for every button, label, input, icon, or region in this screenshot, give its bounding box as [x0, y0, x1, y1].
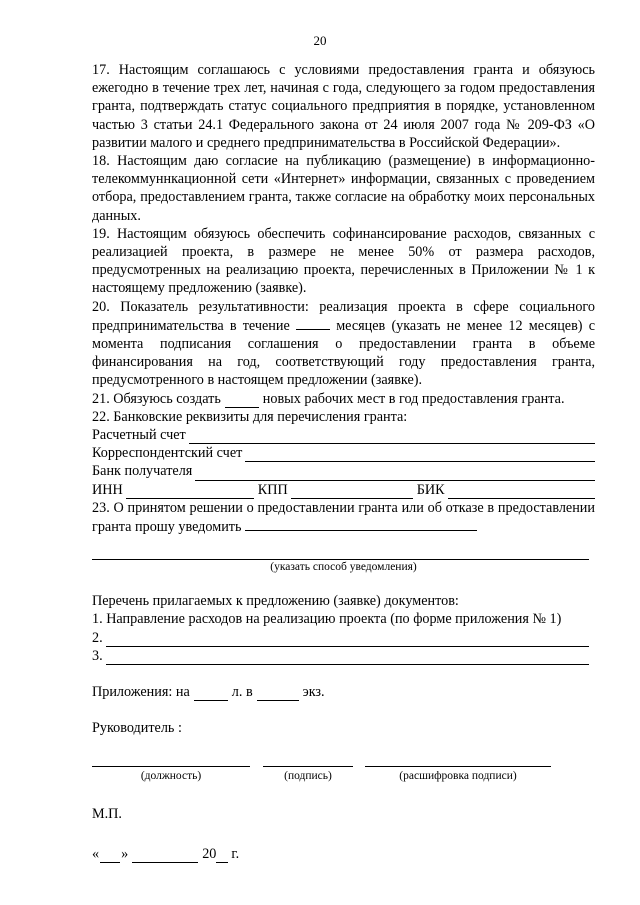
- notification-method-line[interactable]: [92, 546, 589, 560]
- kpp-label: КПП: [257, 481, 288, 498]
- appendix-prefix: Приложения: на: [92, 684, 190, 701]
- attachment-item-2-label: 2.: [92, 629, 103, 646]
- head-label: Руководитель :: [92, 720, 182, 737]
- paragraph-19: 19. Настоящим обязуюсь обеспечить софинансирование расходов, связанных с реализацией проекта, в размере не менее 50% от размера расходов, предусмотренных на реализацию проекта, перечисленных в Приложении № 1 к настоящему предложению (заявке).: [92, 225, 595, 297]
- jobs-blank[interactable]: [225, 394, 259, 408]
- decoding-caption: (расшифровка подписи): [399, 769, 517, 782]
- correspondent-account-row: [92, 444, 595, 462]
- paragraph-20-part2: месяцев (указать не менее 12 месяцев) с момента подписания соглашения о предоставлении гранта в объеме финансирования на год, соответствующий году предоставления гранта, предусмотренного в настоящем предложении (заявке).: [92, 317, 596, 389]
- paragraph-23: [92, 499, 595, 536]
- attachment-item-1-text: 1. Направление расходов на реализацию проекта (по форме приложения № 1): [92, 611, 562, 628]
- date-open-quote: «: [92, 845, 100, 862]
- appendix-row: [92, 683, 595, 701]
- position-caption: (должность): [140, 769, 202, 782]
- appendix-middle: л. в: [231, 684, 253, 701]
- settlement-account-field[interactable]: [189, 430, 595, 444]
- signature-row: [92, 754, 595, 783]
- date-year-suffix: г.: [231, 845, 240, 862]
- stamp-label: М.П.: [92, 805, 122, 822]
- stamp-row: [92, 805, 595, 823]
- attachment-item-2-field[interactable]: [106, 633, 589, 647]
- attachment-item-2: [92, 629, 595, 647]
- paragraph-20-part1: 20. Показатель результативности: реализация проекта в сфере социального предпринимательства в течение: [92, 298, 595, 334]
- correspondent-account-field[interactable]: [245, 448, 595, 462]
- position-field[interactable]: [92, 754, 250, 767]
- decoding-field[interactable]: [365, 754, 551, 767]
- paragraph-21-after: новых рабочих мест в год предоставления гранта.: [262, 390, 565, 407]
- notification-method-caption: (указать способ уведомления): [270, 561, 417, 574]
- beneficiary-bank-row: [92, 462, 595, 480]
- appendix-copies-field[interactable]: [257, 687, 299, 701]
- date-year-field[interactable]: [216, 849, 228, 863]
- bik-field[interactable]: [448, 485, 595, 499]
- settlement-account-row: [92, 426, 595, 444]
- date-month-field[interactable]: [132, 849, 198, 863]
- bik-label: БИК: [416, 481, 445, 498]
- months-blank[interactable]: [296, 316, 330, 330]
- inn-label: ИНН: [92, 481, 123, 498]
- date-year-prefix: 20: [202, 845, 217, 862]
- settlement-account-label: Расчетный счет: [92, 427, 186, 444]
- date-row: [92, 845, 595, 863]
- paragraph-23-text: 23. О принятом решении о предоставлении гранта или об отказе в предоставлении гранта прошу уведомить: [92, 499, 595, 536]
- paragraph-18: 18. Настоящим даю согласие на публикацию (размещение) в информационно-телекоммуннкационной сети «Интернет» информации, связанных с проведением отбора, предоставлением гранта, также согласие на обработку моих персональных данных.: [92, 153, 595, 224]
- appendix-pages-field[interactable]: [194, 687, 228, 701]
- attachments-title: [92, 592, 595, 610]
- paragraph-17: 17. Настоящим соглашаюсь с условиями предоставления гранта и обязуюсь ежегодно в течение трех лет, начиная с года, следующего за годом предоставления гранта, подтверждать статус социального предприятия в порядке, установленном частью 3 статьи 24.1 Федерального закона от 24 июля 2007 года № 209-ФЗ «О развитии малого и среднего предпринимательства в Российской Федерации».: [92, 62, 595, 151]
- appendix-suffix: экз.: [302, 684, 325, 701]
- attachment-item-3-field[interactable]: [106, 651, 589, 665]
- decoding-block: [365, 754, 551, 783]
- notification-method-field[interactable]: [245, 517, 477, 531]
- signature-field[interactable]: [263, 754, 353, 767]
- page-number: 20: [313, 33, 327, 48]
- paragraph-21: [92, 390, 595, 408]
- attachments-title-text: Перечень прилагаемых к предложению (заявке) документов:: [92, 593, 459, 610]
- document-body: [92, 61, 595, 863]
- kpp-field[interactable]: [291, 485, 413, 499]
- attachment-item-1: [92, 610, 595, 628]
- beneficiary-bank-label: Банк получателя: [92, 463, 193, 480]
- paragraph-20: [92, 298, 595, 390]
- date-day-field[interactable]: [100, 849, 120, 863]
- correspondent-account-label: Корреспондентский счет: [92, 445, 243, 462]
- signature-block: [263, 754, 353, 783]
- inn-field[interactable]: [126, 485, 254, 499]
- tax-ids-row: [92, 481, 595, 499]
- attachment-item-3: [92, 647, 595, 665]
- paragraph-22-title: [92, 408, 595, 426]
- beneficiary-bank-field[interactable]: [195, 467, 595, 481]
- head-label-row: [92, 719, 595, 737]
- signature-caption: (подпись): [284, 769, 332, 782]
- bank-details-title: 22. Банковские реквизиты для перечисления гранта:: [92, 408, 408, 425]
- date-close-quote: »: [121, 845, 129, 862]
- position-block: [92, 754, 250, 783]
- attachment-item-3-label: 3.: [92, 647, 103, 664]
- paragraph-21-before: 21. Обязуюсь создать: [92, 390, 221, 407]
